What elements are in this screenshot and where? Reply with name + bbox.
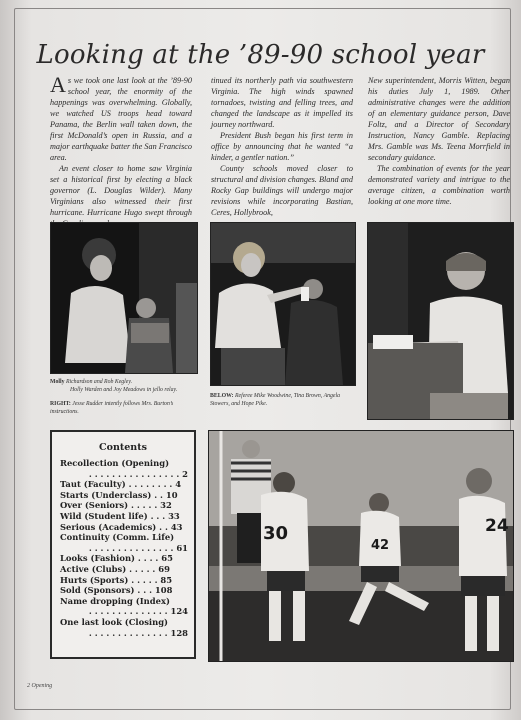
contents-list (60, 458, 188, 638)
contents-line: Name dropping (Index) (60, 595, 170, 606)
jersey-number: 42 (371, 538, 390, 553)
contents-heading: Contents (99, 442, 147, 453)
caption-text: Richardson and Rob Kegley. (65, 379, 133, 385)
caption-label: Molly (50, 379, 65, 385)
paragraph: New superintendent, Morris Witten, began his duties July 1, 1989. Other administrative changes were the addition of an elementary guidance person, Dave Foltz, and a Director of Secondary Instruction, Nancy Gamble. Replacing Mrs. Gamble was Ms. Teena Morrfield in secondary guidance. (368, 76, 510, 162)
paragraph: tinued its northerly path via southwestern Virginia. The high winds spawned tornadoes, twisting and felling trees, and changed the landscape as it impelled its journey northward. (211, 76, 353, 129)
contents-line: Over (Seniors) . . . . . 32 (60, 500, 172, 511)
page-title: Looking at the ’89-90 school year (36, 40, 485, 70)
paragraph: County schools moved closer to structural and division changes. Bland and Rocky Gap buildings will undergo major revisions while incorporating Bastian, Ceres, Hollybrook, (211, 164, 353, 217)
caption-text: Jesse Rudder intently follows Mrs. Burton’s instructions. (50, 401, 174, 415)
caption-below (210, 392, 358, 408)
jersey-number: 24 (485, 516, 509, 536)
contents-line: One last look (Closing) (60, 616, 169, 627)
photo-classroom-pair (210, 222, 356, 386)
contents-line: Looks (Fashion) . . . . 65 (60, 553, 173, 564)
contents-line: . . . . . . . . . . . . . . . . 2 (88, 468, 188, 479)
caption-right (50, 400, 200, 416)
text-column-3 (368, 75, 510, 207)
photo-student-desk (367, 222, 514, 420)
contents-line: Serious (Academics) . . 43 (60, 521, 183, 532)
paragraph: s we took one last look at the ’89-90 school year, the enormity of the happenings was overwhelming. Globally, we watched US troops head toward Panama, the Berlin wall taken down, the first McDonald’s open in Russia, and a major earthquake batter the San Francisco area. (50, 76, 192, 162)
contents-line: Continuity (Comm. Life) (60, 532, 175, 543)
page-folio: 2 Opening (27, 683, 53, 689)
contents-line: . . . . . . . . . . . . . . 124 (88, 606, 188, 617)
contents-line: Recollection (Opening) (60, 458, 170, 468)
jersey-number: 30 (263, 523, 289, 544)
photo-jello-relay (50, 222, 198, 374)
contents-box (50, 430, 196, 659)
contents-line: . . . . . . . . . . . . . . 128 (88, 627, 188, 638)
photo-volleyball (208, 430, 514, 662)
caption-label: BELOW: (210, 393, 234, 399)
contents-line: Taut (Faculty) . . . . . . . . 4 (60, 479, 182, 490)
caption-text: Referee Mike Woodwine, Tina Brown, Angela Stowers, and Hope Pike. (210, 393, 341, 407)
contents-line: Sold (Sponsors) . . . 108 (60, 585, 173, 596)
contents-line: . . . . . . . . . . . . . . . 61 (88, 542, 188, 553)
text-column-1 (50, 72, 192, 229)
caption-label: RIGHT: (50, 401, 71, 407)
caption-jello-relay (50, 378, 200, 394)
paragraph: An event closer to home saw Virginia set a historical first by electing a black governor (L. Douglas Wilder). Many Virginians also witnessed their first hurricane. Hurricane Hugo swept through (50, 164, 192, 217)
drop-cap: A (50, 72, 66, 97)
contents-line: Starts (Underclass) . . 10 (60, 489, 178, 500)
contents-line: Active (Clubs) . . . . . 69 (60, 563, 170, 574)
contents-line: Wild (Student life) . . . 33 (60, 510, 180, 521)
text-column-2 (211, 75, 353, 218)
paragraph: President Bush began his first term in office by announcing that he wanted “a kinder, a gentler nation.” (211, 131, 353, 162)
paragraph: The combination of events for the year demonstrated variety and intrigue to the average citizen, a combination worth looking at one more time. (368, 164, 510, 206)
contents-line: Hurts (Sports) . . . . . 85 (60, 574, 173, 585)
caption-text: Holly Warden and Joy Meadows in jello relay. (70, 387, 178, 393)
